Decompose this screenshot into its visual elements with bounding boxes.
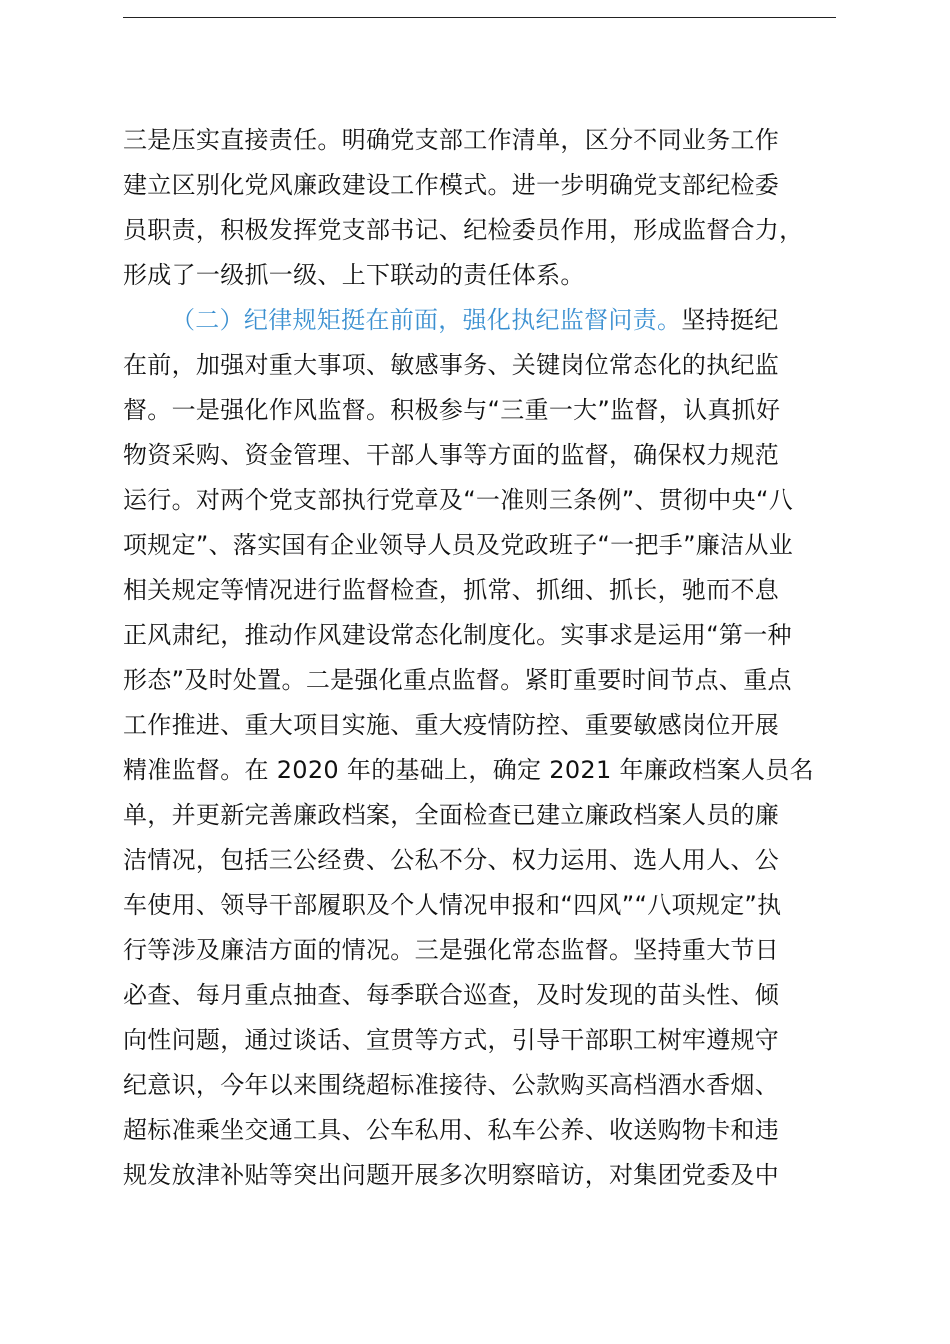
body-line-15: 精准监督。在 2020 年的基础上，确定 2021 年廉政档案人员名 [123,756,814,784]
body-line-22: 纪意识，今年以来围绕超标准接待、公款购买高档酒水香烟、 [123,1071,780,1099]
body-line-4: 形成了一级抓一级、上下联动的责任体系。 [123,261,585,289]
body-line-1: 三是压实直接责任。明确党支部工作清单，区分不同业务工作 [123,126,780,154]
section-heading: （二）纪律规矩挺在前面，强化执纪监督问责。 [171,306,682,334]
body-line-3: 员职责，积极发挥党支部书记、纪检委员作用，形成监督合力， [123,216,804,244]
body-line-2: 建立区别化党风廉政建设工作模式。进一步明确党支部纪检委 [123,171,780,199]
body-line-18: 车使用、领导干部履职及个人情况申报和“四风”“八项规定”执 [123,891,782,919]
header-rule [123,17,836,18]
body-line-10: 项规定”、落实国有企业领导人员及党政班子“一把手”廉洁从业 [123,531,793,559]
body-line-23: 超标准乘坐交通工具、公车私用、私车公养、收送购物卡和违 [123,1116,780,1144]
body-line-17: 洁情况，包括三公经费、公私不分、权力运用、选人用人、公 [123,846,780,874]
body-line-24: 规发放津补贴等突出问题开展多次明察暗访，对集团党委及中 [123,1161,780,1189]
body-line-11: 相关规定等情况进行监督检查，抓常、抓细、抓长，驰而不息 [123,576,780,604]
body-line-13: 形态”及时处置。二是强化重点监督。紧盯重要时间节点、重点 [123,666,792,694]
body-line-19: 行等涉及廉洁方面的情况。三是强化常态监督。坚持重大节日 [123,936,780,964]
body-line-8: 物资采购、资金管理、干部人事等方面的监督，确保权力规范 [123,441,780,469]
body-line-7: 督。一是强化作风监督。积极参与“三重一大”监督，认真抓好 [123,396,781,424]
body-line-21: 向性问题，通过谈话、宣贯等方式，引导干部职工树牢遵规守 [123,1026,780,1054]
body-line-16: 单，并更新完善廉政档案，全面检查已建立廉政档案人员的廉 [123,801,780,829]
section-lead-text: 坚持挺纪 [681,306,779,334]
body-line-9: 运行。对两个党支部执行党章及“一准则三条例”、贯彻中央“八 [123,486,793,514]
body-line-20: 必查、每月重点抽查、每季联合巡查，及时发现的苗头性、倾 [123,981,780,1009]
body-line-14: 工作推进、重大项目实施、重大疫情防控、重要敏感岗位开展 [123,711,780,739]
document-body [123,118,869,1198]
body-line-12: 正风肃纪，推动作风建设常态化制度化。实事求是运用“第一种 [123,621,792,649]
body-line-6: 在前，加强对重大事项、敏感事务、关键岗位常态化的执纪监 [123,351,780,379]
section-heading-line [123,298,869,343]
